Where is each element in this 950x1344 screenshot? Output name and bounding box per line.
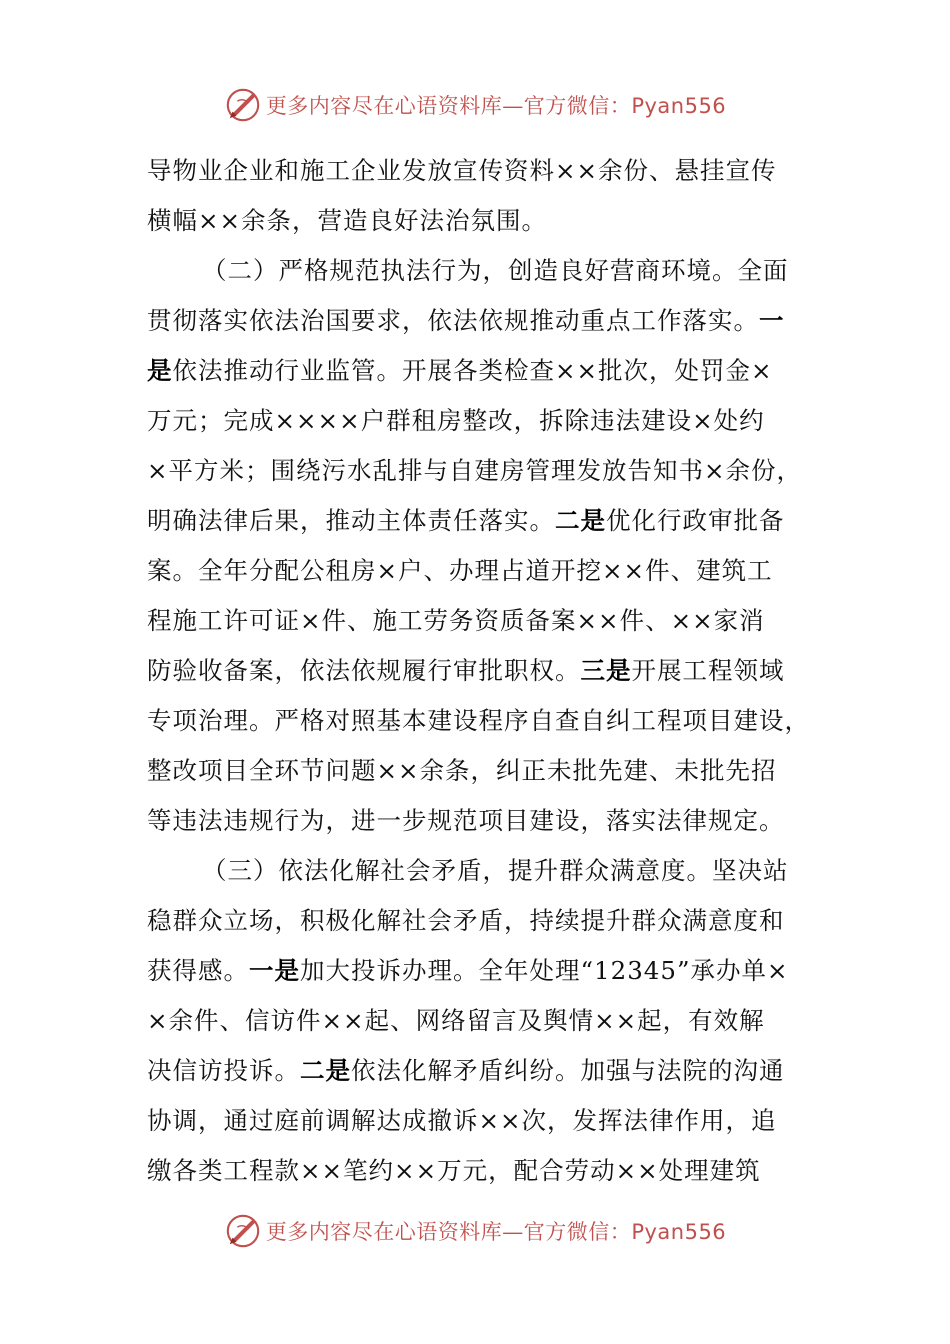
banner-text: 更多内容尽在心语资料库—官方微信：Pyan556 — [265, 1220, 727, 1244]
text-line: 明确法律后果，推动主体责任落实。二是优化行政审批备 — [147, 506, 785, 535]
pen-logo-icon — [224, 86, 262, 124]
text-line: 程施工许可证×件、施工劳务资质备案××件、××家消 — [147, 606, 765, 635]
text-line: 稳群众立场，积极化解社会矛盾，持续提升群众满意度和 — [147, 906, 785, 935]
text-line: ×余件、信访件××起、网络留言及舆情××起，有效解 — [147, 1006, 765, 1035]
text-line: 贯彻落实依法治国要求，依法依规推动重点工作落实。一 — [147, 306, 785, 335]
text-line: 案。全年分配公租房×户、办理占道开挖××件、建筑工 — [147, 556, 773, 585]
text-line: 等违法违规行为，进一步规范项目建设，落实法律规定。 — [147, 806, 785, 835]
footer-watermark-banner — [0, 1206, 950, 1256]
document-body — [147, 146, 810, 1196]
banner-text: 更多内容尽在心语资料库—官方微信：Pyan556 — [265, 94, 727, 118]
text-line: 是依法推动行业监管。开展各类检查××批次，处罚金× — [147, 356, 773, 385]
text-line: 万元；完成××××户群租房整改，拆除违法建设×处约 — [147, 406, 765, 435]
text-line: （二）严格规范执法行为，创造良好营商环境。全面 — [202, 256, 789, 285]
text-line: 横幅××余条，营造良好法治氛围。 — [147, 206, 548, 235]
pen-logo-icon — [224, 1212, 262, 1250]
text-line: 获得感。一是加大投诉办理。全年处理“12345”承办单× — [147, 956, 789, 985]
text-line: 导物业企业和施工企业发放宣传资料××余份、悬挂宣传 — [147, 156, 777, 185]
text-line: 整改项目全环节问题××余条，纠正未批先建、未批先招 — [147, 756, 777, 785]
text-line: 防验收备案，依法依规履行审批职权。三是开展工程领域 — [147, 656, 785, 685]
text-line: 协调，通过庭前调解达成撤诉××次，发挥法律作用，追 — [147, 1106, 777, 1135]
text-line: 缴各类工程款××笔约××万元，配合劳动××处理建筑 — [147, 1156, 761, 1185]
header-watermark-banner — [0, 80, 950, 130]
text-line: 专项治理。严格对照基本建设程序自查自纠工程项目建设， — [147, 706, 810, 735]
text-line: 决信访投诉。二是依法化解矛盾纠纷。加强与法院的沟通 — [147, 1056, 785, 1085]
text-line: （三）依法化解社会矛盾，提升群众满意度。坚决站 — [202, 856, 789, 885]
text-line: ×平方米；围绕污水乱排与自建房管理发放告知书×余份， — [147, 456, 803, 485]
